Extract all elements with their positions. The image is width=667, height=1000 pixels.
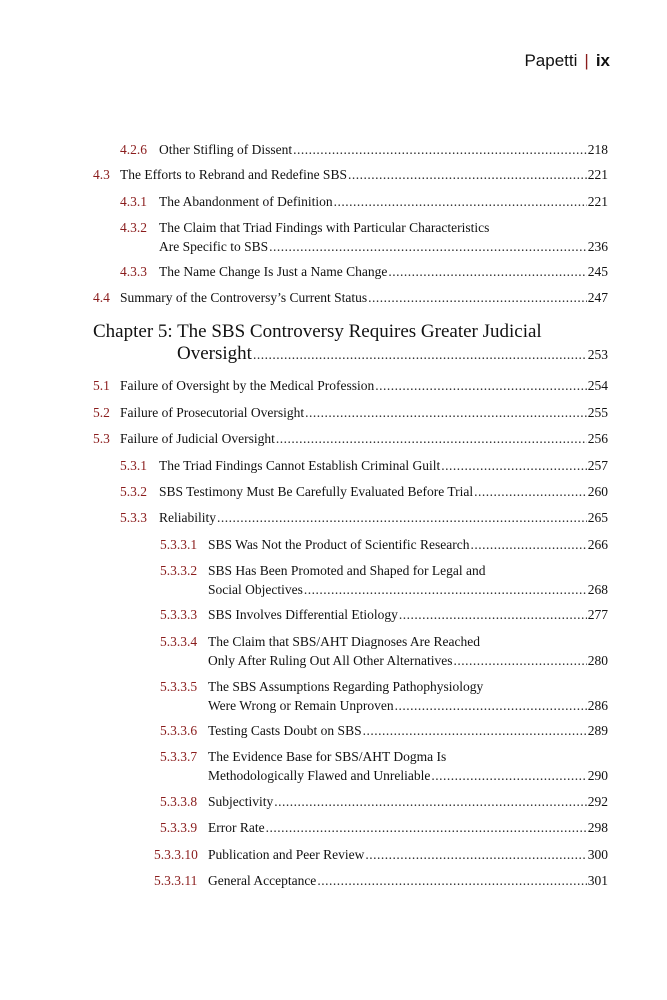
leader-dots <box>363 721 587 740</box>
toc-title: General Acceptance <box>208 873 317 888</box>
toc-title: Testing Casts Doubt on SBS <box>208 723 362 738</box>
toc-title: Publication and Peer Review <box>208 847 365 862</box>
toc-number: 5.3.3.2 <box>160 563 198 578</box>
toc-number: 5.1 <box>93 378 110 393</box>
leader-dots <box>317 871 586 890</box>
toc-number: 5.3.3.5 <box>160 679 198 694</box>
toc-number: 4.4 <box>93 290 110 305</box>
toc-entry[interactable] <box>160 605 608 624</box>
leader-dots <box>266 818 587 837</box>
toc-number: 5.3.3.10 <box>154 847 198 862</box>
toc-page: 300 <box>587 847 608 862</box>
leader-dots <box>431 766 586 785</box>
leader-dots <box>388 262 586 281</box>
toc-number: 5.3.3.6 <box>160 723 198 738</box>
toc-entry[interactable] <box>93 376 608 395</box>
toc-page: 218 <box>587 142 608 157</box>
leader-dots <box>253 344 587 366</box>
leader-dots <box>365 845 586 864</box>
toc-title: The Triad Findings Cannot Establish Criminal Guilt <box>159 458 441 473</box>
toc-title: SBS Involves Differential Etiology <box>208 607 398 622</box>
toc-number: 5.2 <box>93 405 110 420</box>
toc-number: 4.3 <box>93 167 110 182</box>
toc-page: 290 <box>587 768 608 783</box>
toc-title: The Efforts to Rebrand and Redefine SBS <box>120 167 347 182</box>
toc-title: Other Stifling of Dissent <box>159 142 293 157</box>
toc-number: 5.3.3.9 <box>160 820 198 835</box>
toc-entry[interactable] <box>120 140 608 159</box>
toc-page: 301 <box>587 873 608 888</box>
toc-page: 255 <box>587 405 608 420</box>
toc-number: 5.3.2 <box>120 484 147 499</box>
toc-entry[interactable] <box>160 818 608 837</box>
toc-page: 221 <box>587 167 608 182</box>
toc-entry[interactable] <box>120 192 608 211</box>
leader-dots <box>217 508 587 527</box>
toc-entry[interactable] <box>160 632 608 670</box>
toc-entry[interactable] <box>160 747 608 785</box>
toc-title: The Evidence Base for SBS/AHT Dogma Is <box>208 749 447 764</box>
toc-page: 286 <box>587 698 608 713</box>
leader-dots <box>453 651 586 670</box>
toc-title: Failure of Oversight by the Medical Profession <box>120 378 375 393</box>
toc-page: 236 <box>587 239 608 254</box>
toc-page: 245 <box>587 264 608 279</box>
toc-number: 4.3.2 <box>120 220 147 235</box>
header-page-number: ix <box>595 51 610 70</box>
toc-entry[interactable] <box>93 165 608 184</box>
toc-title: SBS Testimony Must Be Carefully Evaluated Before Trial <box>159 484 474 499</box>
toc-number: 5.3.3 <box>120 510 147 525</box>
toc-title: Failure of Prosecutorial Oversight <box>120 405 305 420</box>
toc-entry[interactable] <box>93 288 608 307</box>
toc-title-continued: Only After Ruling Out All Other Alternatives <box>208 653 453 668</box>
toc-page: 254 <box>587 378 608 393</box>
toc-title: The SBS Assumptions Regarding Pathophysiology <box>208 679 484 694</box>
toc-number: 5.3 <box>93 431 110 446</box>
toc-title: Summary of the Controversy’s Current Status <box>120 290 368 305</box>
toc-title: Reliability <box>159 510 216 525</box>
toc-entry[interactable] <box>160 561 608 599</box>
header-separator: | <box>584 51 589 70</box>
toc-entry[interactable] <box>93 403 608 422</box>
toc-entry[interactable] <box>160 677 608 715</box>
toc-title: Failure of Judicial Oversight <box>120 431 275 446</box>
toc-page: 253 <box>587 347 608 362</box>
toc-title: Subjectivity <box>208 794 274 809</box>
toc-entry[interactable] <box>160 721 608 740</box>
toc-title: The Name Change Is Just a Name Change <box>159 264 388 279</box>
toc-title-continued: Are Specific to SBS <box>159 239 269 254</box>
toc-title: SBS Has Been Promoted and Shaped for Legal and <box>208 563 486 578</box>
leader-dots <box>293 140 587 159</box>
toc-page: 265 <box>587 510 608 525</box>
toc-page: 298 <box>587 820 608 835</box>
toc-title-continued: Methodologically Flawed and Unreliable <box>208 768 431 783</box>
toc-page: 257 <box>587 458 608 473</box>
toc-entry[interactable] <box>120 218 608 256</box>
header-author: Papetti <box>524 51 578 70</box>
toc-entry[interactable] <box>120 456 608 475</box>
toc-entry[interactable] <box>154 845 608 864</box>
toc-page: 292 <box>587 794 608 809</box>
chapter-title-continued: Oversight <box>177 343 252 364</box>
toc-number: 5.3.3.8 <box>160 794 198 809</box>
toc-number: 5.3.3.4 <box>160 634 198 649</box>
leader-dots <box>304 580 587 599</box>
toc-page: 280 <box>587 653 608 668</box>
toc-title-continued: Were Wrong or Remain Unproven <box>208 698 394 713</box>
leader-dots <box>441 456 586 475</box>
toc-page: 277 <box>587 607 608 622</box>
toc-title: The Claim that Triad Findings with Particular Characteristics <box>159 220 490 235</box>
toc-number: 5.3.3.11 <box>154 873 198 888</box>
toc-number: 5.3.3.3 <box>160 607 198 622</box>
toc-number: 4.3.3 <box>120 264 147 279</box>
running-header <box>524 51 610 71</box>
toc-title: Error Rate <box>208 820 265 835</box>
toc-entry[interactable] <box>160 792 608 811</box>
toc-title-continued: Social Objectives <box>208 582 303 597</box>
leader-dots <box>348 165 587 184</box>
leader-dots <box>471 535 587 554</box>
toc-title: The Abandonment of Definition <box>159 194 333 209</box>
toc-entry[interactable] <box>120 262 608 281</box>
leader-dots <box>334 192 587 211</box>
leader-dots <box>395 696 587 715</box>
toc-page: 260 <box>587 484 608 499</box>
leader-dots <box>375 376 587 395</box>
leader-dots <box>269 237 587 256</box>
toc-title: The Claim that SBS/AHT Diagnoses Are Reached <box>208 634 480 649</box>
leader-dots <box>368 288 587 307</box>
toc-entry[interactable] <box>93 429 608 448</box>
toc-number: 5.3.1 <box>120 458 147 473</box>
toc-page: 289 <box>587 723 608 738</box>
toc-page: 221 <box>587 194 608 209</box>
leader-dots <box>399 605 587 624</box>
toc-entry[interactable] <box>120 508 608 527</box>
toc-entry[interactable] <box>154 871 608 890</box>
toc-chapter-entry[interactable] <box>93 321 608 366</box>
toc-number: 4.2.6 <box>120 142 147 157</box>
leader-dots <box>305 403 587 422</box>
toc-number: 5.3.3.7 <box>160 749 198 764</box>
toc-page: 256 <box>587 431 608 446</box>
toc-entry[interactable] <box>160 535 608 554</box>
toc-number: 4.3.1 <box>120 194 147 209</box>
leader-dots <box>276 429 587 448</box>
toc-title: SBS Was Not the Product of Scientific Research <box>208 537 470 552</box>
toc-page: 247 <box>587 290 608 305</box>
toc-page: 266 <box>587 537 608 552</box>
toc-number: 5.3.3.1 <box>160 537 198 552</box>
chapter-title: Chapter 5: The SBS Controversy Requires Greater Judicial <box>93 321 542 342</box>
toc-entry[interactable] <box>120 482 608 501</box>
leader-dots <box>274 792 587 811</box>
leader-dots <box>474 482 587 501</box>
toc-page: 268 <box>587 582 608 597</box>
